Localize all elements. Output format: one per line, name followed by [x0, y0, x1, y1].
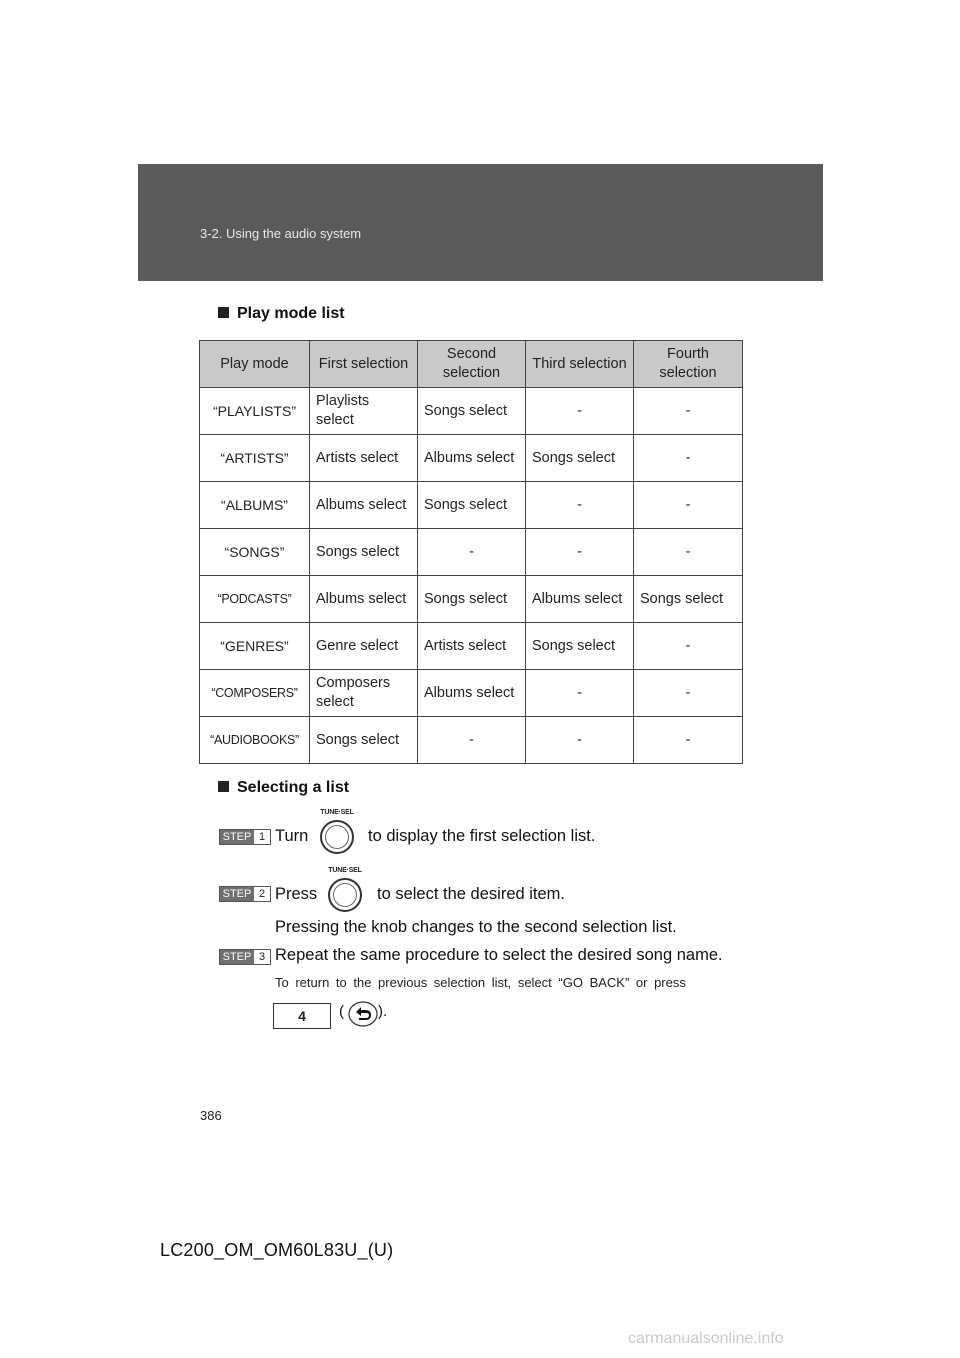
- table-cell: Albums select: [310, 576, 418, 623]
- table-cell: “SONGS”: [200, 529, 310, 576]
- column-header: Fourth selection: [634, 341, 743, 388]
- play-mode-list-heading: [218, 305, 345, 323]
- step-number: 1: [254, 830, 270, 844]
- table-cell: Genre select: [310, 623, 418, 670]
- paren-close: ).: [378, 1003, 388, 1020]
- step-1-badge: [219, 829, 271, 845]
- table-row: [200, 670, 743, 717]
- table-cell: “AUDIOBOOKS”: [200, 717, 310, 764]
- table-cell: -: [634, 529, 743, 576]
- column-header: Play mode: [200, 341, 310, 388]
- table-row: [200, 576, 743, 623]
- knob-label: TUNE·SEL: [320, 809, 354, 816]
- watermark: carmanualsonline.info: [628, 1330, 784, 1347]
- step-2-pre-text: Press: [275, 885, 318, 903]
- header-band: [138, 164, 823, 281]
- table-cell: -: [634, 623, 743, 670]
- step-1-post-text: to display the first selection list.: [368, 827, 596, 845]
- table-cell: -: [634, 717, 743, 764]
- table-cell: “PODCASTS”: [200, 576, 310, 623]
- step-2-post-text: to select the desired item.: [377, 885, 566, 903]
- play-mode-table: [199, 340, 743, 764]
- table-cell: “PLAYLISTS”: [200, 388, 310, 435]
- table-row: [200, 435, 743, 482]
- table-cell: -: [634, 388, 743, 435]
- table-cell: Artists select: [418, 623, 526, 670]
- step-number: 2: [254, 887, 270, 901]
- page-number: 386: [200, 1108, 222, 1123]
- table-row: [200, 388, 743, 435]
- table-row: [200, 717, 743, 764]
- knob-label: TUNE·SEL: [328, 867, 362, 874]
- table-cell: Playlists select: [310, 388, 418, 435]
- table-cell: -: [526, 529, 634, 576]
- step-label: STEP: [220, 887, 254, 901]
- table-cell: Albums select: [418, 670, 526, 717]
- table-cell: -: [634, 435, 743, 482]
- tune-sel-knob-icon: [320, 809, 354, 854]
- table-cell: Songs select: [418, 482, 526, 529]
- back-arrow-icon: [348, 1001, 378, 1032]
- table-cell: -: [634, 482, 743, 529]
- step-label: STEP: [220, 950, 254, 964]
- step-1-pre-text: Turn: [275, 827, 309, 845]
- table-cell: Composers select: [310, 670, 418, 717]
- table-row: [200, 623, 743, 670]
- table-cell: -: [526, 670, 634, 717]
- table-cell: Artists select: [310, 435, 418, 482]
- step-number: 3: [254, 950, 270, 964]
- table-cell: “COMPOSERS”: [200, 670, 310, 717]
- table-cell: -: [526, 482, 634, 529]
- heading-text: Play mode list: [237, 305, 345, 322]
- step-3-text: Repeat the same procedure to select the desired song name.: [275, 946, 723, 964]
- table-cell: Albums select: [418, 435, 526, 482]
- section-title: 3-2. Using the audio system: [200, 226, 362, 241]
- table-cell: “ARTISTS”: [200, 435, 310, 482]
- step-2-badge: [219, 886, 271, 902]
- column-header: First selection: [310, 341, 418, 388]
- table-cell: “ALBUMS”: [200, 482, 310, 529]
- tune-sel-knob-icon: [328, 867, 362, 912]
- table-cell: Albums select: [526, 576, 634, 623]
- table-cell: Songs select: [310, 529, 418, 576]
- table-row: [200, 482, 743, 529]
- table-cell: Songs select: [310, 717, 418, 764]
- table-cell: -: [526, 717, 634, 764]
- table-cell: Songs select: [526, 623, 634, 670]
- selecting-list-heading: [218, 779, 349, 797]
- column-header: Second selection: [418, 341, 526, 388]
- heading-text: Selecting a list: [237, 779, 350, 796]
- table-cell: Songs select: [418, 576, 526, 623]
- step-label: STEP: [220, 830, 254, 844]
- square-bullet-icon: [218, 781, 229, 792]
- table-cell: Songs select: [526, 435, 634, 482]
- table-cell: -: [418, 717, 526, 764]
- table-cell: -: [634, 670, 743, 717]
- table-header-row: [200, 341, 743, 388]
- step-2-sub-text: Pressing the knob changes to the second selection list.: [275, 918, 677, 936]
- table-cell: -: [418, 529, 526, 576]
- paren-open: (: [339, 1003, 344, 1020]
- table-row: [200, 529, 743, 576]
- table-cell: -: [526, 388, 634, 435]
- step-3-badge: [219, 949, 271, 965]
- table-cell: Albums select: [310, 482, 418, 529]
- table-cell: Songs select: [634, 576, 743, 623]
- square-bullet-icon: [218, 307, 229, 318]
- table-cell: “GENRES”: [200, 623, 310, 670]
- key-4-button-icon: 4: [273, 1003, 331, 1029]
- table-cell: Songs select: [418, 388, 526, 435]
- column-header: Third selection: [526, 341, 634, 388]
- note-text: To return to the previous selection list, select “GO BACK” or press: [275, 975, 686, 990]
- footer-doc-id: LC200_OM_OM60L83U_(U): [160, 1240, 394, 1260]
